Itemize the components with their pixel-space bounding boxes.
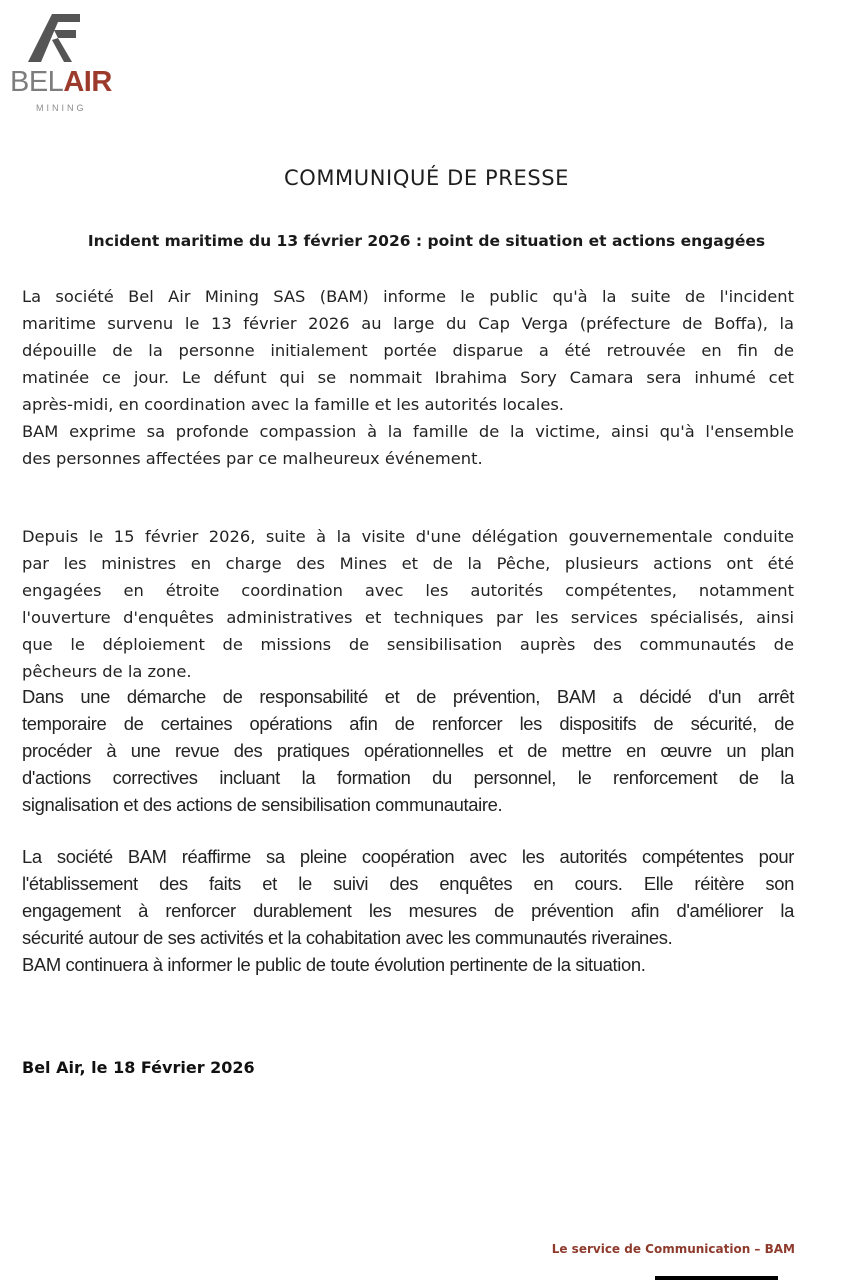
signature: Le service de Communication – BAM xyxy=(551,1242,795,1256)
paragraph-line: La société Bel Air Mining SAS (BAM) informe le public qu'à la suite de l'incident xyxy=(22,287,794,306)
paragraph-line: que le déploiement de missions de sensibilisation auprès des communautés de xyxy=(22,635,794,654)
document-title: COMMUNIQUÉ DE PRESSE xyxy=(283,166,570,190)
paragraph-line: d'actions correctives incluant la formation du personnel, le renforcement de la xyxy=(22,767,794,788)
paragraph-line: l'établissement des faits et le suivi des enquêtes en cours. Elle réitère son xyxy=(22,873,794,894)
paragraph-line: Dans une démarche de responsabilité et de prévention, BAM a décidé d'un arrêt xyxy=(22,686,794,707)
belair-af-monogram-icon xyxy=(28,10,92,66)
paragraph-3 xyxy=(22,683,794,818)
paragraph-line: engagées en étroite coordination avec les autorités compétentes, notamment xyxy=(22,581,794,600)
paragraph-line: signalisation et des actions de sensibilisation communautaire. xyxy=(22,794,503,815)
paragraph-line: procéder à une revue des pratiques opérationnelles et de mettre en œuvre un plan xyxy=(22,740,794,761)
paragraph-line: sécurité autour de ses activités et la cohabitation avec les communautés riveraines. xyxy=(22,927,673,948)
paragraph-line: Depuis le 15 février 2026, suite à la visite d'une délégation gouvernementale conduite xyxy=(22,527,794,546)
paragraph-line: par les ministres en charge des Mines et de la Pêche, plusieurs actions ont été xyxy=(22,554,794,573)
paragraph-1 xyxy=(22,283,794,472)
paragraph-line: dépouille de la personne initialement portée disparue a été retrouvée en fin de xyxy=(22,341,794,360)
paragraph-line: matinée ce jour. Le défunt qui se nommait Ibrahima Sory Camara sera inhumé cet xyxy=(22,368,794,387)
bottom-bar xyxy=(655,1276,778,1280)
paragraph-line: l'ouverture d'enquêtes administratives et techniques par les services spécialisés, ainsi xyxy=(22,608,794,627)
paragraph-line: maritime survenu le 13 février 2026 au large du Cap Verga (préfecture de Boffa), la xyxy=(22,314,794,333)
place-and-date: Bel Air, le 18 Février 2026 xyxy=(22,1058,255,1077)
paragraph-line: La société BAM réaffirme sa pleine coopération avec les autorités compétentes pour xyxy=(22,846,794,867)
paragraph-4 xyxy=(22,843,794,978)
logo-subtitle: MINING xyxy=(36,103,87,113)
paragraph-line: après-midi, en coordination avec la famille et les autorités locales. xyxy=(22,395,564,414)
paragraph-line: engagement à renforcer durablement les mesures de prévention afin d'améliorer la xyxy=(22,900,794,921)
paragraph-line: temporaire de certaines opérations afin de renforcer les dispositifs de sécurité, de xyxy=(22,713,794,734)
logo-word-bel: BEL xyxy=(10,66,64,98)
logo-wordmark xyxy=(10,67,110,97)
company-logo xyxy=(10,10,112,113)
paragraph-line: des personnes affectées par ce malheureux événement. xyxy=(22,449,483,468)
paragraph-line: pêcheurs de la zone. xyxy=(22,662,192,681)
paragraph-2 xyxy=(22,523,794,685)
paragraph-line: BAM exprime sa profonde compassion à la famille de la victime, ainsi qu'à l'ensemble xyxy=(22,422,794,441)
document-subtitle: Incident maritime du 13 février 2026 : point de situation et actions engagées xyxy=(87,232,766,250)
logo-word-air: AIR xyxy=(63,66,112,98)
paragraph-line: BAM continuera à informer le public de toute évolution pertinente de la situation. xyxy=(22,954,646,975)
